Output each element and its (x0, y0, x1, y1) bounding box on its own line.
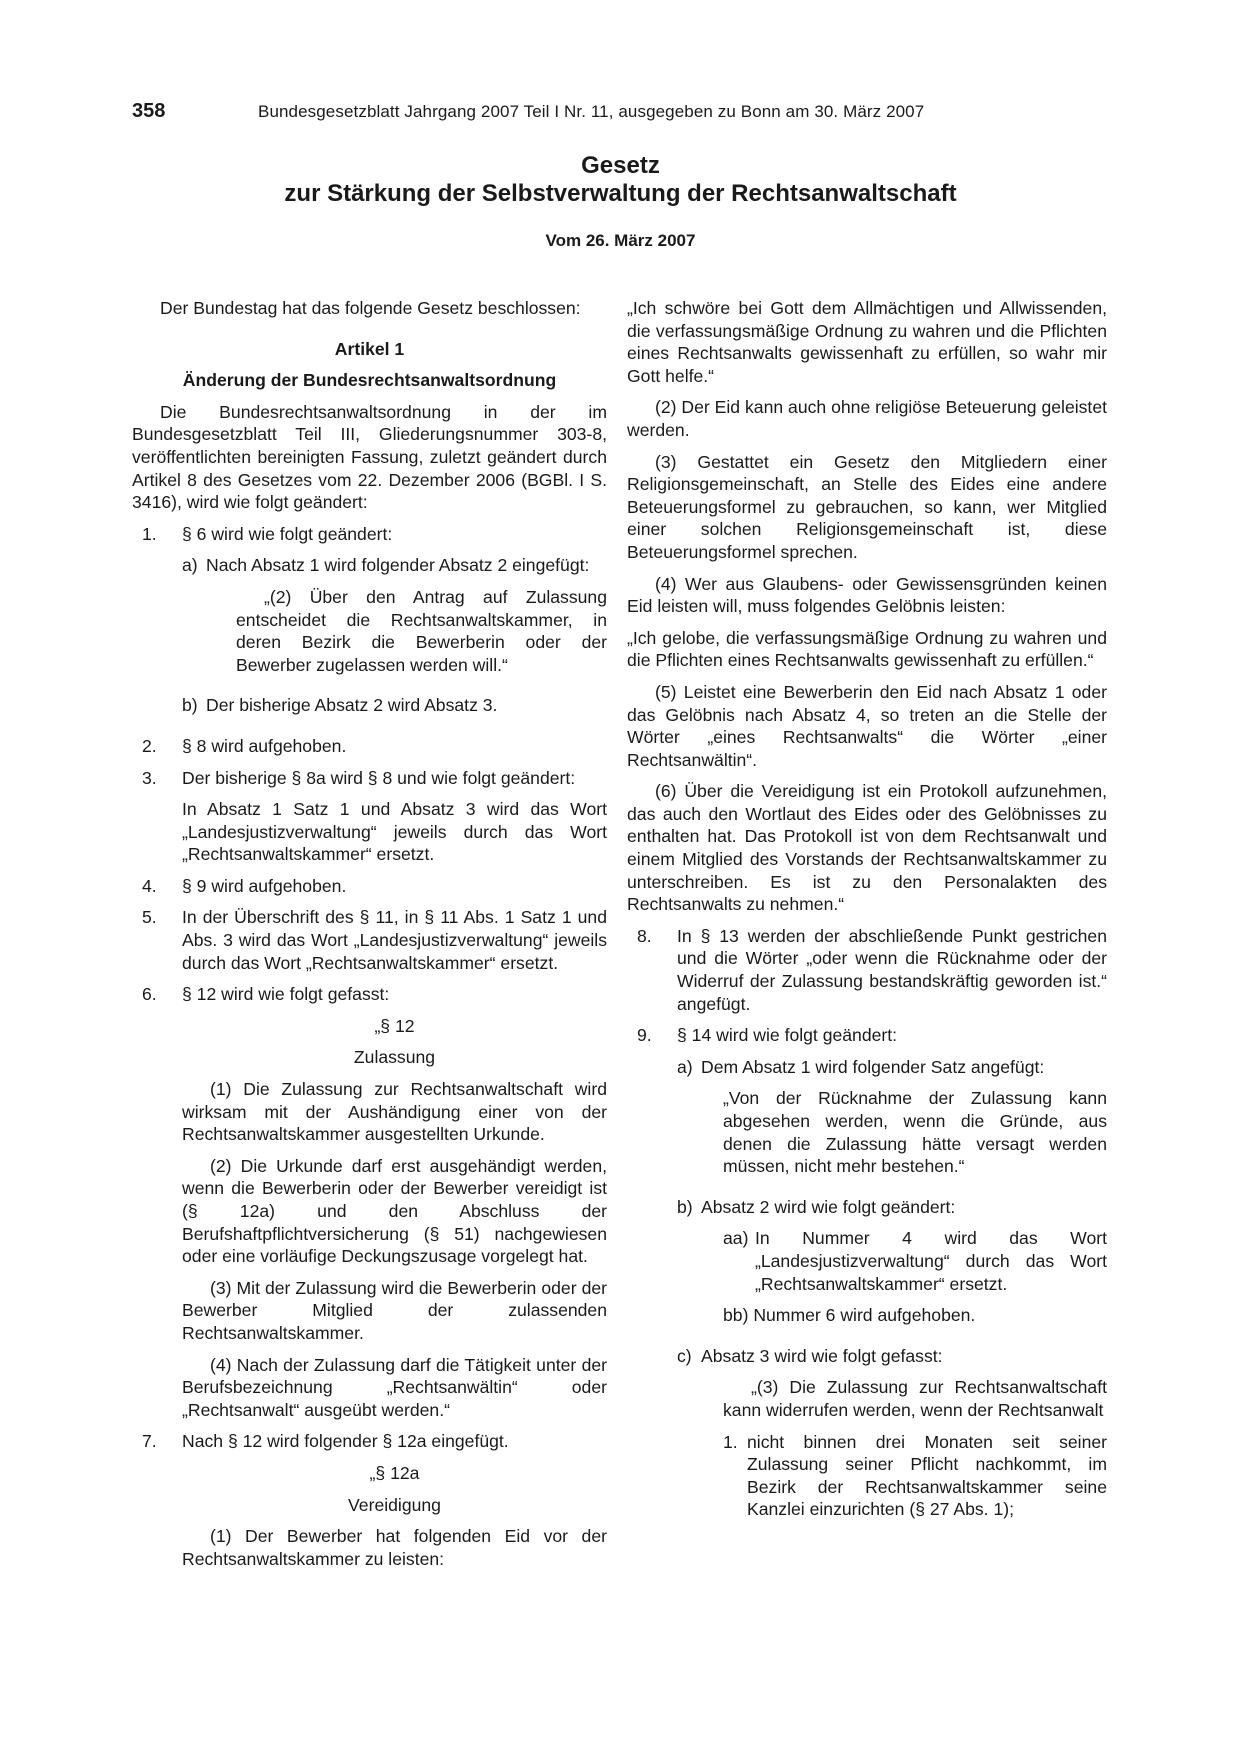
sub-sub-item-text: bb) Nummer 6 wird aufgehoben. (723, 1305, 976, 1326)
sub-item (182, 554, 607, 685)
law-date: Vom 26. März 2007 (545, 231, 696, 250)
intro-paragraph: Der Bundestag hat das folgende Gesetz beschlossen: (160, 298, 581, 318)
list-item (132, 767, 607, 866)
list-item (132, 875, 607, 898)
clause-number: 1. (723, 1431, 738, 1452)
sub-sub-item-text: In Nummer 4 wird das Wort „Landesjustizverwaltung“ durch das Wort „Rechtsanwaltskammer“ ersetzt. (755, 1228, 1107, 1294)
item-number: 5. (142, 907, 157, 928)
section-paragraph: (4) Wer aus Glaubens- oder Gewissensgründen keinen Eid leisten will, muss folgendes Gelöbnis leisten: (627, 573, 1107, 617)
article-heading: Artikel 1 (334, 338, 405, 359)
item-text: Der bisherige § 8a wird § 8 und wie folgt geändert: (182, 767, 576, 788)
list-item (627, 925, 1107, 1015)
law-title-line1: Gesetz (581, 152, 660, 179)
item-text: Nach § 12 wird folgender § 12a eingefügt. (182, 1431, 509, 1452)
item-number: 7. (142, 1431, 157, 1452)
section-paragraph: (2) Der Eid kann auch ohne religiöse Beteuerung geleistet werden. (627, 397, 1107, 440)
numbered-clause (723, 1431, 1107, 1521)
running-head: Bundesgesetzblatt Jahrgang 2007 Teil I Nr. 11, ausgegeben zu Bonn am 30. März 2007 (258, 102, 925, 121)
sub-item-label: b) (182, 695, 198, 716)
sub-item (182, 694, 607, 717)
list-item (132, 906, 607, 974)
item-number: 3. (142, 767, 157, 788)
section-paragraph: (2) Die Urkunde darf erst ausgehändigt werden, wenn die Bewerberin oder der Bewerber vereidigt ist (§ 12a) und den Abschluss der Berufshaftpflichtversicherung (§ 51) nachgewiesen oder eine vorläufige Deckungszusage vorgelegt hat. (182, 1155, 607, 1267)
section-heading: „§ 12a (369, 1462, 420, 1483)
item-number: 6. (142, 984, 157, 1005)
sub-item-label: a) (677, 1056, 693, 1077)
sub-item-text: Nach Absatz 1 wird folgender Absatz 2 eingefügt: (206, 555, 590, 576)
list-item (132, 983, 607, 1421)
sub-item-label: c) (677, 1345, 692, 1366)
quoted-text: „Von der Rücknahme der Zulassung kann abgesehen werden, wenn die Gründe, aus denen die Zulassung hätte versagt werden müssen, nicht mehr bestehen.“ (723, 1088, 1107, 1177)
list-item (132, 1430, 607, 1579)
list-item (132, 523, 607, 726)
section-title: Zulassung (353, 1047, 436, 1068)
quoted-text: „(3) Die Zulassung zur Rechtsanwaltschaft kann widerrufen werden, wenn der Rechtsanwalt (723, 1377, 1107, 1420)
section-paragraph: (5) Leistet eine Bewerberin den Eid nach Absatz 1 oder das Gelöbnis nach Absatz 4, so treten an die Stelle der Wörter „eines Rechtsanwalts“ die Wörter „einer Rechtsanwältin“. (627, 681, 1107, 770)
left-column (132, 297, 607, 1588)
section-paragraph: (6) Über die Vereidigung ist ein Protokoll aufzunehmen, das auch den Wortlaut des Eides oder des Gelöbnisses zu enthalten hat. Das Protokoll ist von dem Rechtsanwalt und einem Mitglied des Vorstands der Rechtsanwaltskammer zu unterschreiben. Es ist zu den Personalakten des Rechtsanwalts zu nehmen.“ (627, 781, 1107, 915)
section-paragraph: (4) Nach der Zulassung darf die Tätigkeit unter der Berufsbezeichnung „Rechtsanwältin“ oder „Rechtsanwalt“ ausgeübt werden.“ (182, 1354, 607, 1420)
oath-text: „Ich gelobe, die verfassungsmäßige Ordnung zu wahren und die Pflichten eines Rechtsanwalts gewissenhaft zu erfüllen.“ (627, 627, 1107, 671)
sub-item-text: Der bisherige Absatz 2 wird Absatz 3. (206, 695, 498, 716)
sub-item-label: a) (182, 555, 198, 576)
article-title: Änderung der Bundesrechtsanwaltsordnung (182, 370, 557, 391)
item-text: § 6 wird wie folgt geändert: (182, 523, 393, 544)
sub-sub-item-label: aa) (723, 1228, 749, 1249)
sub-item-label: b) (677, 1196, 693, 1217)
sub-item (677, 1056, 1107, 1187)
section-paragraph: (3) Mit der Zulassung wird die Bewerberin oder der Bewerber Mitglied der zulassenden Rechtsanwaltskammer. (182, 1277, 607, 1343)
sub-sub-item (723, 1227, 1107, 1295)
section-paragraph: (3) Gestattet ein Gesetz den Mitgliedern einer Religionsgemeinschaft, an Stelle des Eides eine andere Beteuerungsformel zu gebrauchen, so kann, wer Mitglied einer solchen Religionsgemeinschaft ist, diese Beteuerungsformel sprechen. (627, 451, 1107, 562)
item-number: 4. (142, 875, 157, 896)
sub-item (677, 1345, 1107, 1530)
section-heading: „§ 12 (374, 1015, 415, 1036)
oath-text: „Ich schwöre bei Gott dem Allmächtigen und Allwissenden, die verfassungsmäßige Ordnung zu wahren und die Pflichten eines Rechtsanwalts gewissenhaft zu erfüllen, so wahr mir Gott helfe.“ (627, 298, 1107, 386)
section-paragraph: (1) Die Zulassung zur Rechtsanwaltschaft wird wirksam mit der Aushändigung einer von der Rechtsanwaltskammer ausgestellten Urkunde. (182, 1079, 607, 1145)
item-text: In der Überschrift des § 11, in § 11 Abs. 1 Satz 1 und Abs. 3 wird das Wort „Landesjustizverwaltung“ jeweils durch das Wort „Rechtsanwaltskammer“ ersetzt. (182, 907, 607, 973)
sub-item-text: Dem Absatz 1 wird folgender Satz angefügt: (701, 1056, 1045, 1077)
preamble-paragraph: Die Bundesrechtsanwaltsordnung in der im Bundesgesetzblatt Teil III, Gliederungsnummer 303-8, veröffentlichten bereinigten Fassung, zuletzt geändert durch Artikel 8 des Gesetzes vom 22. Dezember 2006 (BGBl. I S. 3416), wird wie folgt geändert: (132, 401, 607, 513)
quoted-text: „(2) Über den Antrag auf Zulassung entscheidet die Rechtsanwaltskammer, in deren Bezirk die Bewerberin oder der Bewerber zugelassen werden will.“ (236, 586, 607, 675)
item-text: § 14 wird wie folgt geändert: (677, 1025, 898, 1046)
sub-item-text: Absatz 3 wird wie folgt gefasst: (701, 1345, 943, 1366)
clause-text: nicht binnen drei Monaten seit seiner Zulassung seiner Pflicht nachkommt, im Bezirk der Rechtsanwaltskammer seine Kanzlei einzurichten (§ 27 Abs. 1); (747, 1431, 1107, 1520)
list-item (627, 1024, 1107, 1539)
item-number: 1. (142, 523, 157, 544)
sub-item (677, 1196, 1107, 1336)
section-paragraph: (1) Der Bewerber hat folgenden Eid vor der Rechtsanwaltskammer zu leisten: (182, 1526, 607, 1569)
item-number: 8. (637, 925, 652, 946)
item-detail: In Absatz 1 Satz 1 und Absatz 3 wird das Wort „Landesjustizverwaltung“ jeweils durch das Wort „Rechtsanwaltskammer“ ersetzt. (182, 799, 607, 865)
item-number: 2. (142, 735, 157, 756)
item-number: 9. (637, 1025, 652, 1046)
item-text: § 12 wird wie folgt gefasst: (182, 984, 390, 1005)
page-number: 358 (132, 100, 166, 122)
item-text: § 8 wird aufgehoben. (182, 735, 347, 756)
item-text: In § 13 werden der abschließende Punkt gestrichen und die Wörter „oder wenn die Rücknahme oder der Widerruf der Zulassung bestandskräftig geworden ist.“ angefügt. (677, 925, 1107, 1014)
sub-item-text: Absatz 2 wird wie folgt geändert: (701, 1196, 956, 1217)
law-title-line2: zur Stärkung der Selbstverwaltung der Rechtsanwaltschaft (284, 180, 957, 207)
right-column (627, 297, 1107, 1548)
section-title: Vereidigung (348, 1494, 441, 1515)
list-item (132, 735, 607, 758)
item-text: § 9 wird aufgehoben. (182, 875, 347, 896)
